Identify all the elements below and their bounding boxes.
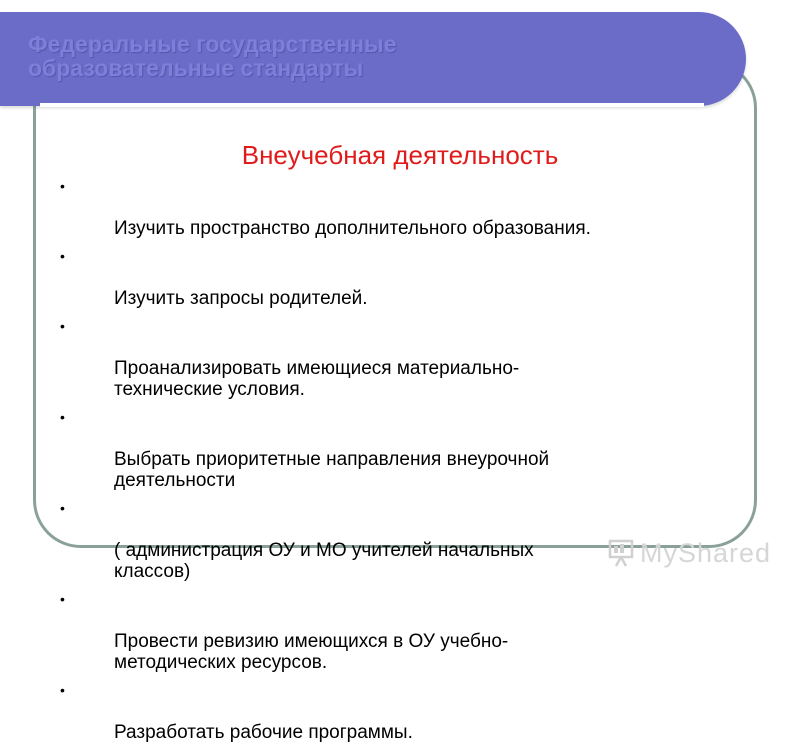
list-item [60,176,700,239]
list-item-text: Разработать рабочие программы. [114,722,413,743]
list-item-text: Выбрать приоритетные направления внеурочной деятельности [114,449,550,491]
bullet-icon: • [60,178,65,194]
list-item-text: Изучить пространство дополнительного образования. [114,218,591,239]
bullet-icon: • [60,409,65,425]
header-underline [40,103,704,107]
header-title-line-1: Федеральные государственные [28,31,397,57]
watermark-logo [606,536,776,570]
bullet-icon: • [60,318,65,334]
header-title [28,32,397,80]
bullet-icon: • [60,682,65,698]
header-title-line-2: образовательные стандарты [28,55,364,81]
list-item-text: ( администрация ОУ и МО учителей начальных классов) [114,540,534,582]
presentation-board-icon [606,538,636,568]
list-item [60,498,700,582]
list-item [60,407,700,491]
bullet-icon: • [60,500,65,516]
list-item-text: Проанализировать имеющиеся материально- технические условия. [114,358,520,400]
list-item [60,680,700,743]
bullet-icon: • [60,591,65,607]
list-item-text: Провести ревизию имеющихся в ОУ учебно- методических ресурсов. [114,631,509,673]
bullet-list [60,176,700,750]
list-item [60,589,700,673]
bullet-icon: • [60,248,65,264]
list-item-text: Изучить запросы родителей. [114,288,368,309]
section-title: Внеучебная деятельность [241,140,559,170]
watermark-text: MyShared [640,537,772,568]
list-item [60,246,700,309]
list-item [60,316,700,400]
